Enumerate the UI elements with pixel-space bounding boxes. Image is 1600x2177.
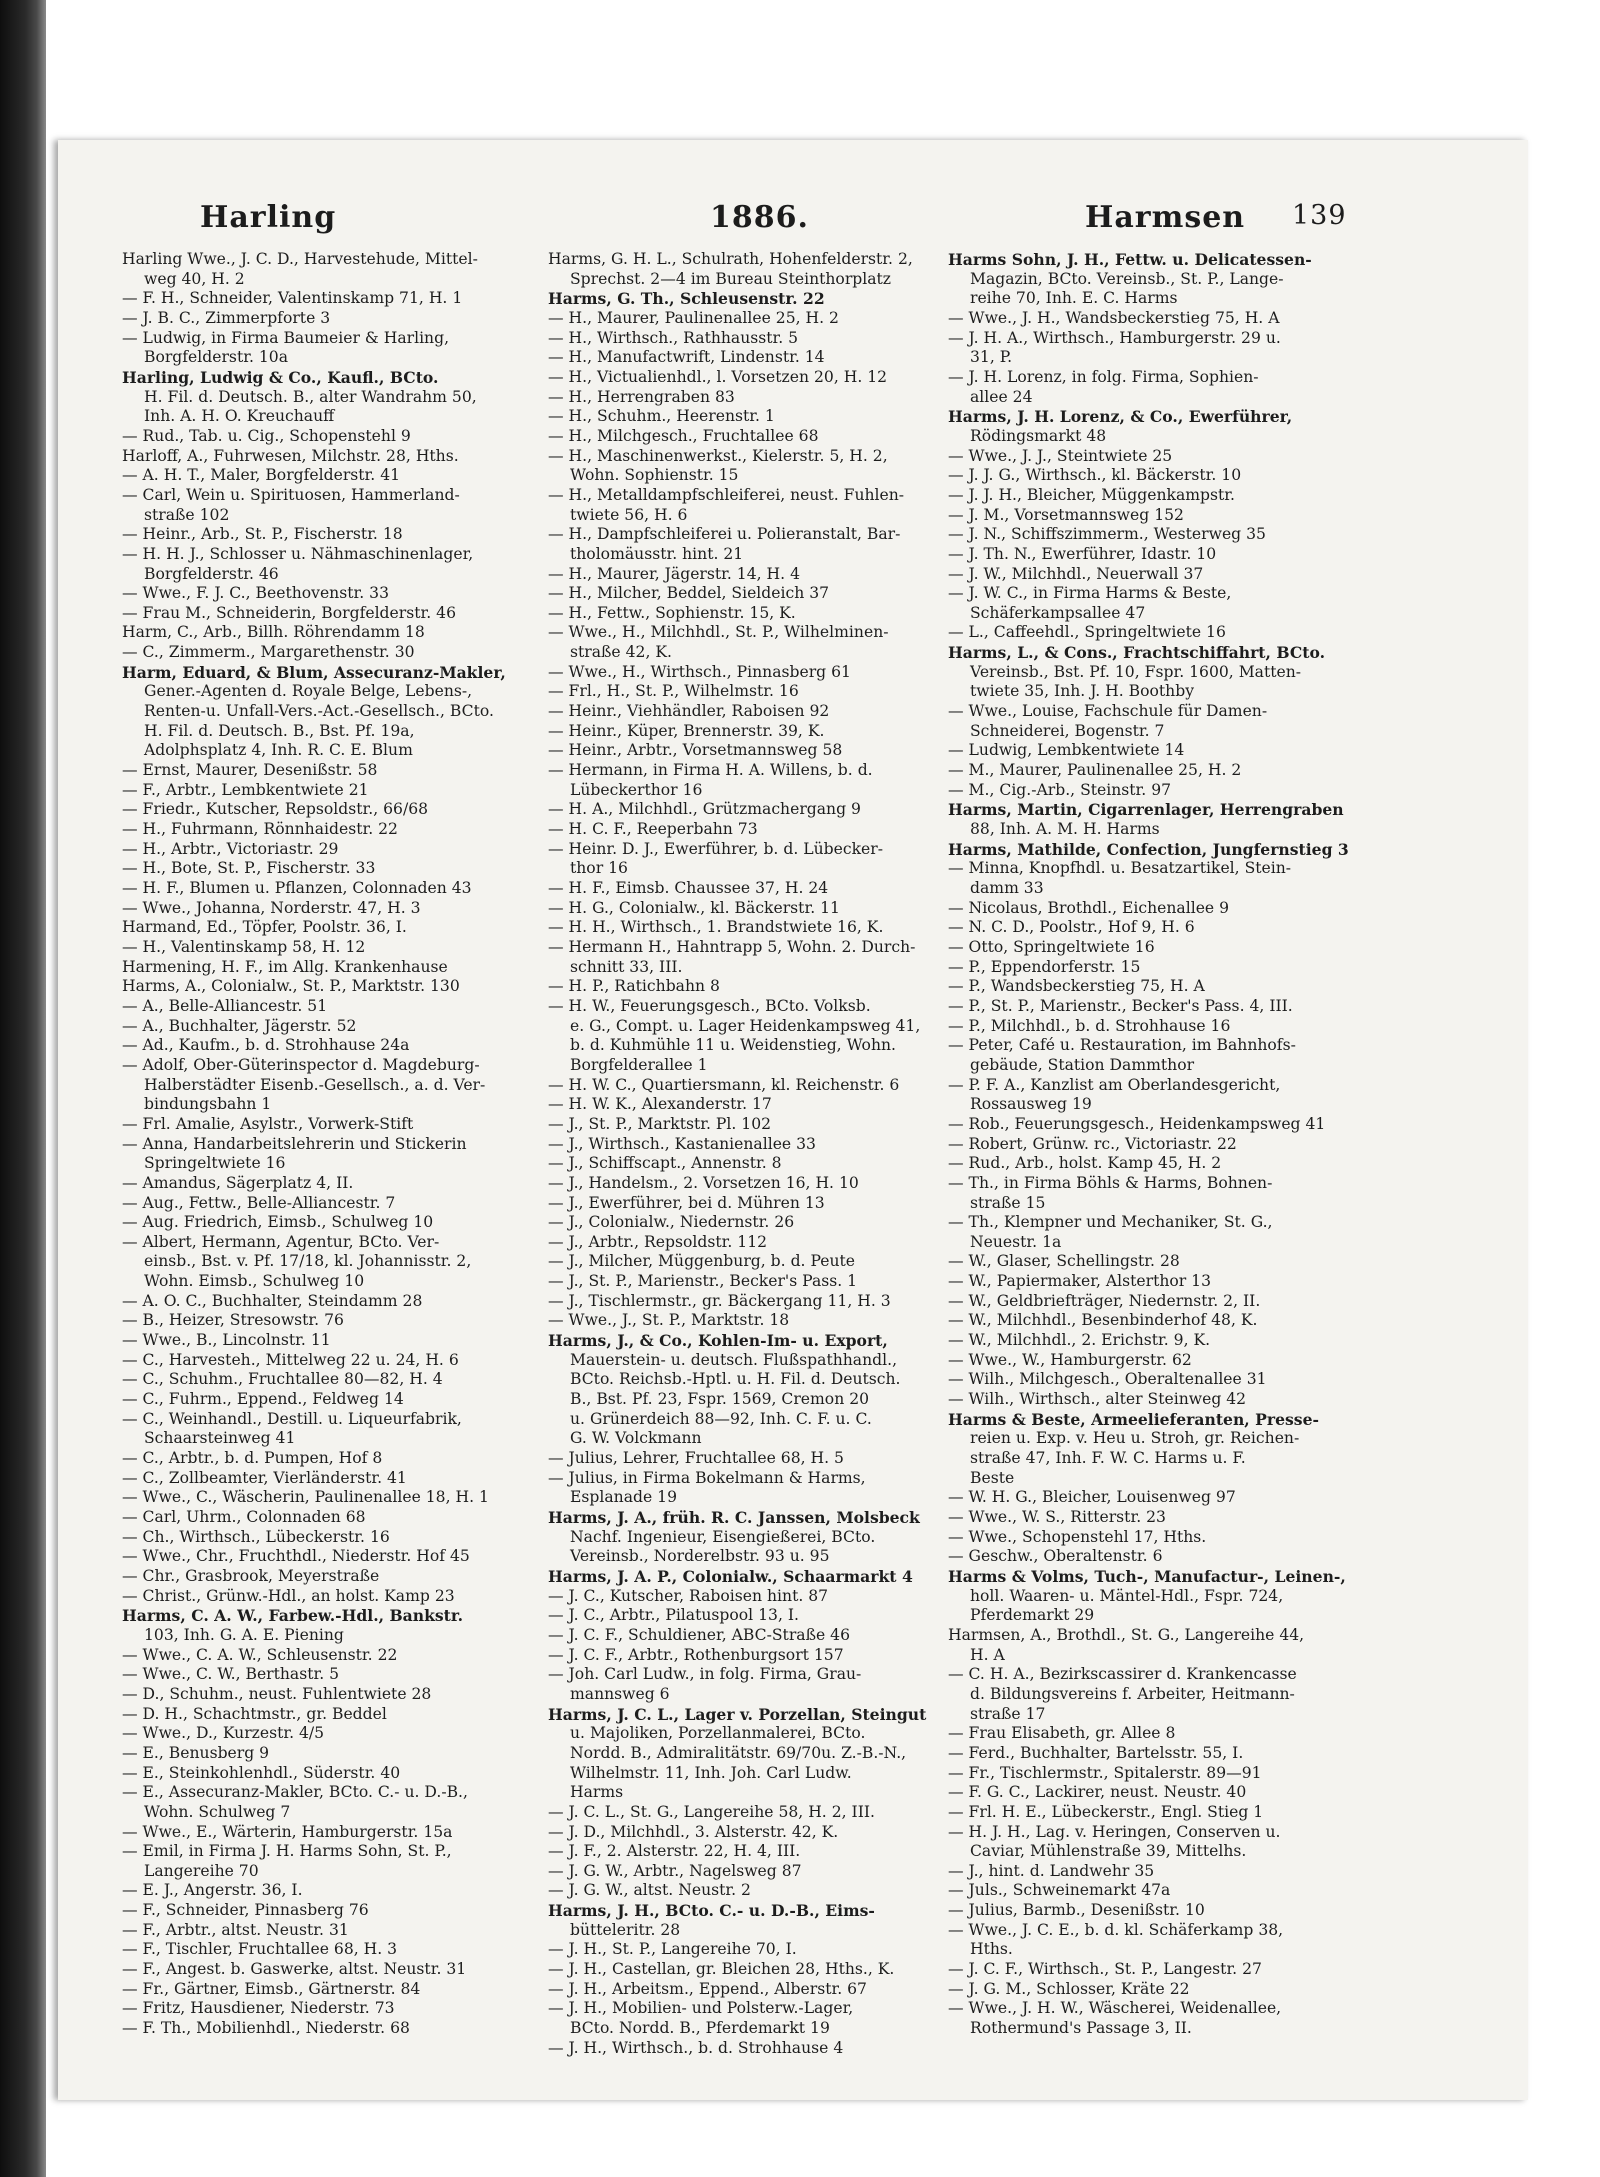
directory-entry: Wohn. Schulweg 7 bbox=[144, 1802, 291, 1821]
directory-entry: — W., Milchhdl., 2. Erichstr. 9, K. bbox=[948, 1331, 1211, 1350]
directory-entry: weg 40, H. 2 bbox=[144, 269, 245, 288]
header-right-catchword: Harmsen bbox=[1085, 200, 1246, 235]
directory-entry: — Wilh., Wirthsch., alter Steinweg 42 bbox=[948, 1390, 1247, 1409]
directory-entry: — Otto, Springeltwiete 16 bbox=[948, 937, 1155, 956]
directory-entry: — Frau M., Schneiderin, Borgfelderstr. 46 bbox=[122, 603, 456, 622]
directory-entry: — H., Schuhm., Heerenstr. 1 bbox=[548, 407, 775, 426]
directory-entry: straße 102 bbox=[144, 505, 230, 524]
directory-entry: — Rob., Feuerungsgesch., Heidenkampsweg 41 bbox=[948, 1114, 1326, 1133]
header-left-catchword: Harling bbox=[200, 200, 337, 235]
directory-entry: — W., Glaser, Schellingstr. 28 bbox=[948, 1252, 1180, 1271]
directory-entry: Harms, L., & Cons., Frachtschiffahrt, BCto. bbox=[948, 643, 1326, 663]
directory-entry: H. A bbox=[970, 1645, 1005, 1664]
directory-entry: H. Fil. d. Deutsch. B., alter Wandrahm 50, bbox=[144, 387, 477, 406]
directory-entry: bindungsbahn 1 bbox=[144, 1095, 272, 1114]
directory-entry: Harm, C., Arb., Billh. Röhrendamm 18 bbox=[122, 623, 425, 642]
directory-entry: — P. F. A., Kanzlist am Oberlandesgericht, bbox=[948, 1075, 1281, 1094]
directory-entry: — Joh. Carl Ludw., in folg. Firma, Grau- bbox=[548, 1665, 862, 1684]
directory-entry: — J., hint. d. Landwehr 35 bbox=[948, 1861, 1155, 1880]
directory-entry: — H., Wirthsch., Rathhausstr. 5 bbox=[548, 328, 799, 347]
directory-entry: — Heinr., Arb., St. P., Fischerstr. 18 bbox=[122, 525, 403, 544]
directory-entry: — B., Heizer, Stresowstr. 76 bbox=[122, 1311, 344, 1330]
directory-entry: — L., Caffeehdl., Springeltwiete 16 bbox=[948, 623, 1226, 642]
directory-entry: — Wilh., Milchgesch., Oberaltenallee 31 bbox=[948, 1370, 1267, 1389]
directory-entry: — Nicolaus, Brothdl., Eichenallee 9 bbox=[948, 898, 1230, 917]
directory-entry: — Frl. Amalie, Asylstr., Vorwerk-Stift bbox=[122, 1114, 414, 1133]
directory-entry: — Ernst, Maurer, Desenißstr. 58 bbox=[122, 761, 378, 780]
directory-entry: e. G., Compt. u. Lager Heidenkampsweg 41, bbox=[570, 1016, 921, 1035]
directory-entry: — Hermann, in Firma H. A. Willens, b. d. bbox=[548, 761, 873, 780]
directory-entry: — Julius, Barmb., Desenißstr. 10 bbox=[948, 1901, 1205, 1920]
directory-entry: Borgfelderstr. 10a bbox=[144, 348, 288, 367]
directory-entry: — Heinr. D. J., Ewerführer, b. d. Lübecker- bbox=[548, 839, 883, 858]
directory-entry: Wohn. Eimsb., Schulweg 10 bbox=[144, 1272, 365, 1291]
directory-entry: — Ferd., Buchhalter, Bartelsstr. 55, I. bbox=[948, 1743, 1244, 1762]
directory-entry: Gener.-Agenten d. Royale Belge, Lebens-, bbox=[144, 682, 473, 701]
directory-entry: — J., Wirthsch., Kastanienallee 33 bbox=[548, 1134, 816, 1153]
directory-entry: — Wwe., J. H., Wandsbeckerstieg 75, H. A bbox=[948, 308, 1280, 327]
directory-entry: — F., Arbtr., Lembkentwiete 21 bbox=[122, 780, 369, 799]
directory-entry: b. d. Kuhmühle 11 u. Weidenstieg, Wohn. bbox=[570, 1036, 896, 1055]
directory-entry: Schneiderei, Bogenstr. 7 bbox=[970, 721, 1165, 740]
directory-entry: — C. H. A., Bezirkscassirer d. Krankencasse bbox=[948, 1665, 1297, 1684]
directory-entry: — P., St. P., Marienstr., Becker's Pass. 4, III. bbox=[948, 996, 1293, 1015]
directory-entry: allee 24 bbox=[970, 387, 1033, 406]
directory-entry: — Minna, Knopfhdl. u. Besatzartikel, Stein- bbox=[948, 859, 1292, 878]
directory-entry: — J. C. F., Schuldiener, ABC-Straße 46 bbox=[548, 1625, 851, 1644]
directory-entry: — C., Schuhm., Fruchtallee 80—82, H. 4 bbox=[122, 1370, 443, 1389]
directory-entry: Harm, Eduard, & Blum, Assecuranz-Makler, bbox=[122, 662, 506, 682]
directory-entry: — J. C. F., Arbtr., Rothenburgsort 157 bbox=[548, 1645, 844, 1664]
directory-entry: Caviar, Mühlenstraße 39, Mittelhs. bbox=[970, 1842, 1247, 1861]
directory-entry: holl. Waaren- u. Mäntel-Hdl., Fspr. 724, bbox=[970, 1586, 1284, 1605]
directory-entry: — Amandus, Sägerplatz 4, II. bbox=[122, 1173, 354, 1192]
directory-entry: Beste bbox=[970, 1468, 1015, 1487]
directory-entry: Harms, A., Colonialw., St. P., Marktstr. 130 bbox=[122, 977, 460, 996]
directory-entry: — J. H., Wirthsch., b. d. Strohhause 4 bbox=[548, 2038, 844, 2057]
directory-entry: — F. G. C., Lackirer, neust. Neustr. 40 bbox=[948, 1783, 1247, 1802]
column-right bbox=[948, 250, 1360, 2095]
directory-entry: — H. W., Feuerungsgesch., BCto. Volksb. bbox=[548, 996, 871, 1015]
directory-entry: — Aug. Friedrich, Eimsb., Schulweg 10 bbox=[122, 1213, 434, 1232]
directory-entry: — H. H. J., Schlosser u. Nähmaschinenlager, bbox=[122, 544, 474, 563]
directory-entry: — H., Fettw., Sophienstr. 15, K. bbox=[548, 603, 796, 622]
directory-entry: Harms, J., & Co., Kohlen-Im- u. Export, bbox=[548, 1331, 888, 1351]
directory-entry: — Wwe., C. W., Berthastr. 5 bbox=[122, 1665, 340, 1684]
directory-entry: — H., Maurer, Jägerstr. 14, H. 4 bbox=[548, 564, 800, 583]
directory-entry: — J. M., Vorsetmannsweg 152 bbox=[948, 505, 1184, 524]
directory-entry: — J., Tischlermstr., gr. Bäckergang 11, H. 3 bbox=[548, 1291, 891, 1310]
directory-entry: Wohn. Sophienstr. 15 bbox=[570, 466, 739, 485]
directory-entry: Langereihe 70 bbox=[144, 1861, 259, 1880]
directory-entry: thor 16 bbox=[570, 859, 628, 878]
directory-entry: Vereinsb., Norderelbstr. 93 u. 95 bbox=[570, 1547, 830, 1566]
directory-entry: — Geschw., Oberaltenstr. 6 bbox=[948, 1547, 1163, 1566]
directory-entry: — J., Colonialw., Niedernstr. 26 bbox=[548, 1213, 795, 1232]
directory-entry: Hths. bbox=[970, 1940, 1013, 1959]
directory-entry: Harms bbox=[570, 1783, 624, 1802]
directory-entry: — H. A., Milchhdl., Grützmachergang 9 bbox=[548, 800, 861, 819]
directory-entry: 103, Inh. G. A. E. Piening bbox=[144, 1625, 344, 1644]
directory-entry: — H., Maschinenwerkst., Kielerstr. 5, H. 2, bbox=[548, 446, 888, 465]
directory-entry: — P., Milchhdl., b. d. Strohhause 16 bbox=[948, 1016, 1231, 1035]
directory-entry: gebäude, Station Dammthor bbox=[970, 1055, 1195, 1074]
directory-entry: — H. F., Eimsb. Chaussee 37, H. 24 bbox=[548, 879, 829, 897]
directory-entry: schnitt 33, III. bbox=[570, 957, 683, 976]
directory-entry: — Wwe., J. C. E., b. d. kl. Schäferkamp 38, bbox=[948, 1920, 1284, 1939]
directory-entry: Halberstädter Eisenb.-Gesellsch., a. d. Ver- bbox=[144, 1075, 486, 1094]
directory-entry: — Wwe., J. H. W., Wäscherei, Weidenallee, bbox=[948, 1999, 1282, 2018]
directory-entry: — E. J., Angerstr. 36, I. bbox=[122, 1881, 303, 1900]
directory-entry: Magazin, BCto. Vereinsb., St. P., Lange- bbox=[970, 269, 1284, 288]
directory-entry: — J., Schiffscapt., Annenstr. 8 bbox=[548, 1154, 782, 1173]
directory-entry: — Ad., Kaufm., b. d. Strohhause 24a bbox=[122, 1036, 410, 1055]
directory-entry: twiete 56, H. 6 bbox=[570, 505, 688, 524]
directory-entry: — Christ., Grünw.-Hdl., an holst. Kamp 23 bbox=[122, 1586, 455, 1605]
directory-entry: Harms, G. H. L., Schulrath, Hohenfelderstr. 2, bbox=[548, 250, 913, 268]
directory-entry: — E., Steinkohlenhdl., Süderstr. 40 bbox=[122, 1763, 401, 1782]
directory-entry: Pferdemarkt 29 bbox=[970, 1606, 1095, 1625]
directory-entry: — H., Valentinskamp 58, H. 12 bbox=[122, 937, 366, 956]
directory-entry: Harling, Ludwig & Co., Kaufl., BCto. bbox=[122, 367, 439, 387]
directory-entry: — J. Th. N., Ewerführer, Idastr. 10 bbox=[948, 544, 1217, 563]
directory-entry: — H., Fuhrmann, Rönnhaidestr. 22 bbox=[122, 820, 398, 839]
directory-entry: Harms, J. A. P., Colonialw., Schaarmarkt 4 bbox=[548, 1566, 913, 1586]
directory-entry: straße 42, K. bbox=[570, 643, 672, 662]
directory-entry: — F., Schneider, Pinnasberg 76 bbox=[122, 1901, 369, 1920]
directory-entry: — M., Maurer, Paulinenallee 25, H. 2 bbox=[948, 761, 1242, 780]
directory-entry: — Wwe., C., Wäscherin, Paulinenallee 18, H. 1 bbox=[122, 1488, 489, 1507]
directory-entry: Nordd. B., Admiralitätstr. 69/70u. Z.-B.-N., bbox=[570, 1743, 907, 1762]
directory-entry: Adolphsplatz 4, Inh. R. C. E. Blum bbox=[144, 741, 413, 760]
directory-entry: Harling Wwe., J. C. D., Harvestehude, Mittel- bbox=[122, 250, 478, 268]
directory-entry: — Ludwig, Lembkentwiete 14 bbox=[948, 741, 1185, 760]
directory-entry: — J. H., Arbeitsm., Eppend., Alberstr. 67 bbox=[548, 1979, 867, 1998]
directory-entry: — H. P., Ratichbahn 8 bbox=[548, 977, 720, 996]
directory-entry: — Wwe., H., Wirthsch., Pinnasberg 61 bbox=[548, 662, 851, 681]
directory-entry: — J. C. L., St. G., Langereihe 58, H. 2, III. bbox=[548, 1802, 875, 1821]
directory-entry: — Fr., Tischlermstr., Spitalerstr. 89—91 bbox=[948, 1763, 1262, 1782]
directory-entry: — Emil, in Firma J. H. Harms Sohn, St. P., bbox=[122, 1842, 452, 1861]
directory-entry: — H., Maurer, Paulinenallee 25, H. 2 bbox=[548, 308, 839, 327]
directory-entry: Lübeckerthor 16 bbox=[570, 780, 703, 799]
page-header bbox=[70, 200, 1530, 248]
directory-entry: — J., St. P., Marienstr., Becker's Pass. 1 bbox=[548, 1272, 858, 1291]
directory-entry: — J. H., St. P., Langereihe 70, I. bbox=[548, 1940, 797, 1959]
directory-entry: — F. Th., Mobilienhdl., Niederstr. 68 bbox=[122, 2019, 410, 2038]
directory-entry: — Carl, Wein u. Spirituosen, Hammerland- bbox=[122, 485, 460, 504]
book-binding-edge bbox=[0, 0, 46, 2177]
directory-entry: — Wwe., J. J., Steintwiete 25 bbox=[948, 446, 1173, 465]
directory-entry: Nachf. Ingenieur, Eisengießerei, BCto. bbox=[570, 1527, 876, 1546]
directory-entry: — J., Handelsm., 2. Vorsetzen 16, H. 10 bbox=[548, 1173, 859, 1192]
directory-entry: — J. H. A., Wirthsch., Hamburgerstr. 29 u. bbox=[948, 328, 1281, 347]
directory-entry: — Wwe., E., Wärterin, Hamburgerstr. 15a bbox=[122, 1822, 453, 1841]
directory-entry: — Heinr., Viehhändler, Raboisen 92 bbox=[548, 702, 830, 721]
directory-entry: u. Majoliken, Porzellanmalerei, BCto. bbox=[570, 1724, 866, 1743]
directory-entry: Esplanade 19 bbox=[570, 1488, 678, 1507]
directory-entry: — Wwe., J., St. P., Marktstr. 18 bbox=[548, 1311, 790, 1330]
directory-entry: Borgfelderstr. 46 bbox=[144, 564, 279, 583]
directory-entry: — J. W., Milchhdl., Neuerwall 37 bbox=[948, 564, 1204, 583]
directory-entry: — Rud., Tab. u. Cig., Schopenstehl 9 bbox=[122, 426, 411, 445]
directory-entry: — D., Schuhm., neust. Fuhlentwiete 28 bbox=[122, 1684, 432, 1703]
directory-entry: — E., Assecuranz-Makler, BCto. C.- u. D.-B., bbox=[122, 1783, 468, 1802]
directory-entry: — H. J. H., Lag. v. Heringen, Conserven u. bbox=[948, 1822, 1281, 1841]
directory-entry: — H., Arbtr., Victoriastr. 29 bbox=[122, 839, 339, 858]
directory-entry: — H. C. F., Reeperbahn 73 bbox=[548, 820, 758, 839]
directory-entry: einsb., Bst. v. Pf. 17/18, kl. Johannisstr. 2, bbox=[144, 1252, 472, 1271]
directory-entry: — Adolf, Ober-Güterinspector d. Magdeburg- bbox=[122, 1055, 480, 1074]
directory-entry: Rossausweg 19 bbox=[970, 1095, 1092, 1114]
directory-entry: — C., Harvesteh., Mittelweg 22 u. 24, H. 6 bbox=[122, 1350, 459, 1369]
directory-entry: 31, P. bbox=[970, 348, 1013, 367]
directory-entry: — A., Belle-Alliancestr. 51 bbox=[122, 996, 328, 1015]
directory-entry: Springeltwiete 16 bbox=[144, 1154, 286, 1173]
directory-entry: Borgfelderallee 1 bbox=[570, 1055, 708, 1074]
directory-entry: BCto. Reichsb.-Hptl. u. H. Fil. d. Deutsch. bbox=[570, 1370, 901, 1389]
directory-entry: Schäferkampsallee 47 bbox=[970, 603, 1146, 622]
directory-entry: — J. W. C., in Firma Harms & Beste, bbox=[948, 584, 1232, 603]
directory-entry: — C., Weinhandl., Destill. u. Liqueurfabrik, bbox=[122, 1409, 462, 1428]
directory-entry: — P., Wandsbeckerstieg 75, H. A bbox=[948, 977, 1205, 996]
directory-entry: — Wwe., Chr., Fruchthdl., Niederstr. Hof 45 bbox=[122, 1547, 470, 1566]
directory-entry: — J., Arbtr., Repsoldstr. 112 bbox=[548, 1232, 768, 1251]
directory-entry: Schaarsteinweg 41 bbox=[144, 1429, 296, 1448]
directory-entry: — A. H. T., Maler, Borgfelderstr. 41 bbox=[122, 466, 401, 485]
directory-entry: bütteleritr. 28 bbox=[570, 1920, 681, 1939]
directory-entry: — Hermann H., Hahntrapp 5, Wohn. 2. Durch- bbox=[548, 937, 916, 956]
directory-entry: — Peter, Café u. Restauration, im Bahnhofs- bbox=[948, 1036, 1296, 1055]
directory-entry: — Wwe., B., Lincolnstr. 11 bbox=[122, 1331, 331, 1350]
directory-entry: — J., St. P., Marktstr. Pl. 102 bbox=[548, 1114, 772, 1133]
directory-entry: — Friedr., Kutscher, Repsoldstr., 66/68 bbox=[122, 800, 429, 819]
directory-entry: d. Bildungsvereins f. Arbeiter, Heitmann- bbox=[970, 1684, 1295, 1703]
directory-entry: Rödingsmarkt 48 bbox=[970, 426, 1107, 445]
directory-entry: twiete 35, Inh. J. H. Boothby bbox=[970, 682, 1194, 701]
directory-entry: — J. H., Mobilien- und Polsterw.-Lager, bbox=[548, 1999, 854, 2018]
directory-entry: — A. O. C., Buchhalter, Steindamm 28 bbox=[122, 1291, 423, 1310]
directory-entry: — Wwe., Louise, Fachschule für Damen- bbox=[948, 702, 1268, 721]
directory-entry: — Fr., Gärtner, Eimsb., Gärtnerstr. 84 bbox=[122, 1979, 421, 1998]
directory-entry: — Wwe., Johanna, Norderstr. 47, H. 3 bbox=[122, 898, 421, 917]
directory-entry: — Wwe., D., Kurzestr. 4/5 bbox=[122, 1724, 325, 1743]
directory-entry: — H. W. C., Quartiersmann, kl. Reichenstr. 6 bbox=[548, 1075, 900, 1094]
directory-entry: Harms, C. A. W., Farbew.-Hdl., Bankstr. bbox=[122, 1606, 464, 1626]
directory-entry: — H., Bote, St. P., Fischerstr. 33 bbox=[122, 859, 376, 878]
directory-entry: Harms & Beste, Armeelieferanten, Presse- bbox=[948, 1409, 1319, 1429]
directory-entry: — Rud., Arb., holst. Kamp 45, H. 2 bbox=[948, 1154, 1222, 1173]
directory-entry: — Heinr., Küper, Brennerstr. 39, K. bbox=[548, 721, 825, 740]
directory-entry: — Wwe., C. A. W., Schleusenstr. 22 bbox=[122, 1645, 398, 1664]
directory-entry: — Chr., Grasbrook, Meyerstraße bbox=[122, 1566, 380, 1585]
directory-entry: Harms, G. Th., Schleusenstr. 22 bbox=[548, 289, 825, 309]
directory-entry: — F., Arbtr., altst. Neustr. 31 bbox=[122, 1920, 349, 1939]
directory-entry: — J. G. W., altst. Neustr. 2 bbox=[548, 1881, 751, 1900]
directory-entry: — Wwe., W. S., Ritterstr. 23 bbox=[948, 1508, 1166, 1526]
directory-entry: — J. N., Schiffszimmerm., Westerweg 35 bbox=[948, 525, 1266, 544]
directory-entry: G. W. Volckmann bbox=[570, 1429, 702, 1448]
directory-entry: — Frau Elisabeth, gr. Allee 8 bbox=[948, 1724, 1176, 1743]
directory-entry: — F., Angest. b. Gaswerke, altst. Neustr. 31 bbox=[122, 1960, 467, 1979]
directory-entry: — Th., in Firma Böhls & Harms, Bohnen- bbox=[948, 1173, 1273, 1192]
directory-entry: — Aug., Fettw., Belle-Alliancestr. 7 bbox=[122, 1193, 396, 1212]
directory-entry: — F. H., Schneider, Valentinskamp 71, H. 1 bbox=[122, 289, 463, 308]
directory-entry: B., Bst. Pf. 23, Fspr. 1569, Cremon 20 bbox=[570, 1390, 870, 1409]
directory-entry: — C., Zimmerm., Margarethenstr. 30 bbox=[122, 643, 415, 662]
directory-entry: Harmening, H. F., im Allg. Krankenhause bbox=[122, 957, 448, 976]
directory-entry: — Juls., Schweinemarkt 47a bbox=[948, 1881, 1171, 1900]
directory-entry: Mauerstein- u. deutsch. Flußspathhandl., bbox=[570, 1350, 898, 1369]
directory-entry: Sprechst. 2—4 im Bureau Steinthorplatz bbox=[570, 269, 892, 288]
directory-entry: mannsweg 6 bbox=[570, 1684, 670, 1703]
directory-entry: — H. H., Wirthsch., 1. Brandstwiete 16, K. bbox=[548, 918, 884, 937]
directory-entry: — F., Tischler, Fruchtallee 68, H. 3 bbox=[122, 1940, 398, 1959]
directory-entry: — C., Fuhrm., Eppend., Feldweg 14 bbox=[122, 1390, 404, 1409]
directory-entry: — M., Cig.-Arb., Steinstr. 97 bbox=[948, 780, 1172, 799]
directory-entry: — A., Buchhalter, Jägerstr. 52 bbox=[122, 1016, 357, 1035]
directory-entry: Harms, J. A., früh. R. C. Janssen, Molsbeck bbox=[548, 1508, 920, 1527]
directory-entry: — J. F., 2. Alsterstr. 22, H. 4, III. bbox=[548, 1842, 801, 1861]
directory-entry: — Th., Klempner und Mechaniker, St. G., bbox=[948, 1213, 1273, 1232]
directory-entry: H. Fil. d. Deutsch. B., Bst. Pf. 19a, bbox=[144, 721, 415, 740]
directory-entry: — J. C., Arbtr., Pilatuspool 13, I. bbox=[548, 1606, 799, 1625]
directory-entry: — W., Geldbriefträger, Niedernstr. 2, II. bbox=[948, 1291, 1261, 1310]
directory-entry: — P., Eppendorferstr. 15 bbox=[948, 957, 1141, 976]
directory-entry: — H., Manufactwrift, Lindenstr. 14 bbox=[548, 348, 825, 367]
directory-entry: — Frl. H. E., Lübeckerstr., Engl. Stieg 1 bbox=[948, 1802, 1264, 1821]
directory-entry: — J. D., Milchhdl., 3. Alsterstr. 42, K. bbox=[548, 1822, 839, 1841]
directory-entry: Harmsen, A., Brothdl., St. G., Langereihe 44, bbox=[948, 1625, 1305, 1644]
header-year: 1886. bbox=[710, 200, 809, 235]
directory-entry: — Ludwig, in Firma Baumeier & Harling, bbox=[122, 328, 450, 347]
directory-entry: Harms, J. C. L., Lager v. Porzellan, Steingut bbox=[548, 1704, 927, 1724]
directory-entry: Harms & Volms, Tuch-, Manufactur-, Leinen-, bbox=[948, 1566, 1346, 1586]
directory-entry: 88, Inh. A. M. H. Harms bbox=[970, 820, 1160, 839]
directory-entry: — W. H. G., Bleicher, Louisenweg 97 bbox=[948, 1488, 1236, 1507]
directory-entry: — H., Herrengraben 83 bbox=[548, 387, 735, 406]
directory-entry: — J. B. C., Zimmerpforte 3 bbox=[122, 308, 331, 327]
directory-entry: — Julius, in Firma Bokelmann & Harms, bbox=[548, 1468, 866, 1487]
directory-entry: Harms Sohn, J. H., Fettw. u. Delicatessen- bbox=[948, 250, 1312, 269]
directory-entry: — C., Zollbeamter, Vierländerstr. 41 bbox=[122, 1468, 407, 1487]
directory-entry: Harms, J. H., BCto. C.- u. D.-B., Eims- bbox=[548, 1901, 875, 1921]
directory-entry: Harloff, A., Fuhrwesen, Milchstr. 28, Hths. bbox=[122, 446, 459, 465]
directory-entry: — Ch., Wirthsch., Lübeckerstr. 16 bbox=[122, 1527, 390, 1546]
directory-entry: — Frl., H., St. P., Wilhelmstr. 16 bbox=[548, 682, 799, 701]
directory-entry: — Wwe., F. J. C., Beethovenstr. 33 bbox=[122, 584, 389, 603]
directory-entry: tholomäusstr. hint. 21 bbox=[570, 544, 744, 563]
directory-entry: — J. J. H., Bleicher, Müggenkampstr. bbox=[948, 485, 1235, 504]
directory-entry: — C., Arbtr., b. d. Pumpen, Hof 8 bbox=[122, 1449, 383, 1468]
directory-entry: — Heinr., Arbtr., Vorsetmannsweg 58 bbox=[548, 741, 843, 760]
directory-entry: — W., Papiermaker, Alsterthor 13 bbox=[948, 1272, 1212, 1291]
page-number: 139 bbox=[1292, 200, 1347, 231]
directory-entry: — H. W. K., Alexanderstr. 17 bbox=[548, 1095, 772, 1114]
directory-entry: — Wwe., H., Milchhdl., St. P., Wilhelminen- bbox=[548, 623, 889, 642]
directory-entry: — Carl, Uhrm., Colonnaden 68 bbox=[122, 1508, 366, 1526]
directory-entry: straße 17 bbox=[970, 1704, 1046, 1723]
directory-entry: — J., Milcher, Müggenburg, b. d. Peute bbox=[548, 1252, 856, 1271]
directory-entry: — N. C. D., Poolstr., Hof 9, H. 6 bbox=[948, 918, 1195, 937]
directory-entry: — J. C. F., Wirthsch., St. P., Langestr. 27 bbox=[948, 1960, 1262, 1979]
directory-entry: — Julius, Lehrer, Fruchtallee 68, H. 5 bbox=[548, 1449, 844, 1468]
directory-entry: — H., Milchgesch., Fruchtallee 68 bbox=[548, 426, 819, 445]
directory-entry: — Anna, Handarbeitslehrerin und Stickerin bbox=[122, 1134, 467, 1153]
column-middle bbox=[548, 250, 953, 2095]
directory-entry: reihe 70, Inh. E. C. Harms bbox=[970, 289, 1178, 308]
directory-entry: — Robert, Grünw. rc., Victoriastr. 22 bbox=[948, 1134, 1237, 1153]
directory-entry: Harms, Martin, Cigarrenlager, Herrengraben bbox=[948, 800, 1344, 820]
directory-entry: straße 47, Inh. F. W. C. Harms u. F. bbox=[970, 1449, 1246, 1468]
directory-entry: — H., Metalldampfschleiferei, neust. Fuhlen- bbox=[548, 485, 905, 504]
directory-entry: — D. H., Schachtmstr., gr. Beddel bbox=[122, 1704, 387, 1723]
directory-entry: — H., Milcher, Beddel, Sieldeich 37 bbox=[548, 584, 830, 603]
directory-entry: — E., Benusberg 9 bbox=[122, 1743, 270, 1762]
directory-entry: — Wwe., W., Hamburgerstr. 62 bbox=[948, 1350, 1192, 1369]
directory-entry: — H., Victualienhdl., l. Vorsetzen 20, H. 12 bbox=[548, 367, 888, 386]
directory-entry: Harms, Mathilde, Confection, Jungfernstieg 3 bbox=[948, 839, 1349, 859]
directory-entry: — J. H. Lorenz, in folg. Firma, Sophien- bbox=[948, 367, 1259, 386]
directory-entry: damm 33 bbox=[970, 879, 1044, 897]
directory-entry: — J. G. M., Schlosser, Kräte 22 bbox=[948, 1979, 1190, 1998]
directory-entry: BCto. Nordd. B., Pferdemarkt 19 bbox=[570, 2019, 830, 2038]
directory-entry: — H. G., Colonialw., kl. Bäckerstr. 11 bbox=[548, 898, 840, 917]
directory-entry: — H. F., Blumen u. Pflanzen, Colonnaden 43 bbox=[122, 879, 472, 897]
directory-entry: Wilhelmstr. 11, Inh. Joh. Carl Ludw. bbox=[570, 1763, 852, 1782]
directory-entry: — J. J. G., Wirthsch., kl. Bäckerstr. 10 bbox=[948, 466, 1242, 485]
directory-entry: — H., Dampfschleiferei u. Polieranstalt, Bar- bbox=[548, 525, 901, 544]
directory-entry: Neuestr. 1a bbox=[970, 1232, 1062, 1251]
directory-entry: Harms, J. H. Lorenz, & Co., Ewerführer, bbox=[948, 407, 1293, 427]
directory-entry: Harmand, Ed., Töpfer, Poolstr. 36, I. bbox=[122, 918, 407, 937]
directory-entry: — J., Ewerführer, bei d. Mühren 13 bbox=[548, 1193, 825, 1212]
directory-entry: — W., Milchhdl., Besenbinderhof 48, K. bbox=[948, 1311, 1258, 1330]
directory-entry: reien u. Exp. v. Heu u. Stroh, gr. Reichen- bbox=[970, 1429, 1300, 1448]
directory-entry: — Fritz, Hausdiener, Niederstr. 73 bbox=[122, 1999, 395, 2018]
directory-entry: Rothermund's Passage 3, II. bbox=[970, 2019, 1192, 2038]
directory-entry: Renten-u. Unfall-Vers.-Act.-Gesellsch., BCto. bbox=[144, 702, 494, 721]
directory-entry: — Albert, Hermann, Agentur, BCto. Ver- bbox=[122, 1232, 440, 1251]
directory-entry: — J. H., Castellan, gr. Bleichen 28, Hths., K. bbox=[548, 1960, 895, 1979]
directory-entry: — J. C., Kutscher, Raboisen hint. 87 bbox=[548, 1586, 829, 1605]
directory-entry: — J. G. W., Arbtr., Nagelsweg 87 bbox=[548, 1861, 802, 1880]
directory-entry: Inh. A. H. O. Kreuchauff bbox=[144, 407, 335, 426]
directory-entry: — Wwe., Schopenstehl 17, Hths. bbox=[948, 1527, 1207, 1546]
directory-entry: Vereinsb., Bst. Pf. 10, Fspr. 1600, Matten- bbox=[970, 662, 1302, 681]
directory-entry: straße 15 bbox=[970, 1193, 1046, 1212]
column-left bbox=[122, 250, 527, 2095]
directory-entry: u. Grünerdeich 88—92, Inh. C. F. u. C. bbox=[570, 1409, 872, 1428]
